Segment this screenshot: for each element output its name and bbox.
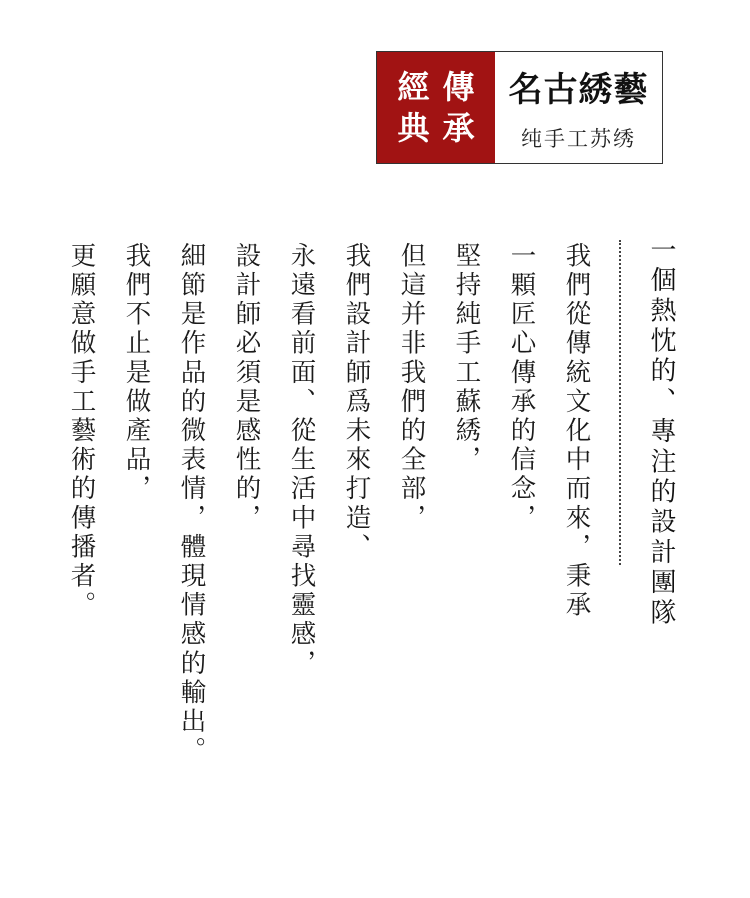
text-column: 但這并非我們的全部， [396,242,427,533]
heading-column: 一個熱忱的、專注的設計團隊 [646,236,676,629]
seal-char: 傳 [442,67,475,106]
text-column: 更願意做手工藝術的傳播者。 [66,242,97,621]
brand-text [495,52,662,163]
seal-char: 典 [397,109,430,148]
dotted-divider [619,240,621,565]
text-column: 我們設計師爲未來打造、 [341,242,372,563]
text-column: 我們不止是做產品， [121,242,152,504]
brand-seal [377,52,495,163]
brand-logo [376,51,663,164]
text-column: 設計師必須是感性的， [231,242,262,533]
text-column: 永遠看前面、從生活中尋找靈感， [286,242,317,679]
text-column: 細節是作品的微表情，體現情感的輸出。 [176,242,207,766]
seal-char: 承 [442,109,475,148]
text-column: 我們從傳統文化中而來，秉承 [561,242,592,621]
brand-subtitle: 纯手工苏绣 [521,127,636,151]
text-column: 堅持純手工蘇綉， [451,242,482,475]
seal-char: 經 [397,67,430,106]
brand-name: 名古綉藝 [508,70,649,110]
text-column: 一顆匠心傳承的信念， [506,242,537,533]
